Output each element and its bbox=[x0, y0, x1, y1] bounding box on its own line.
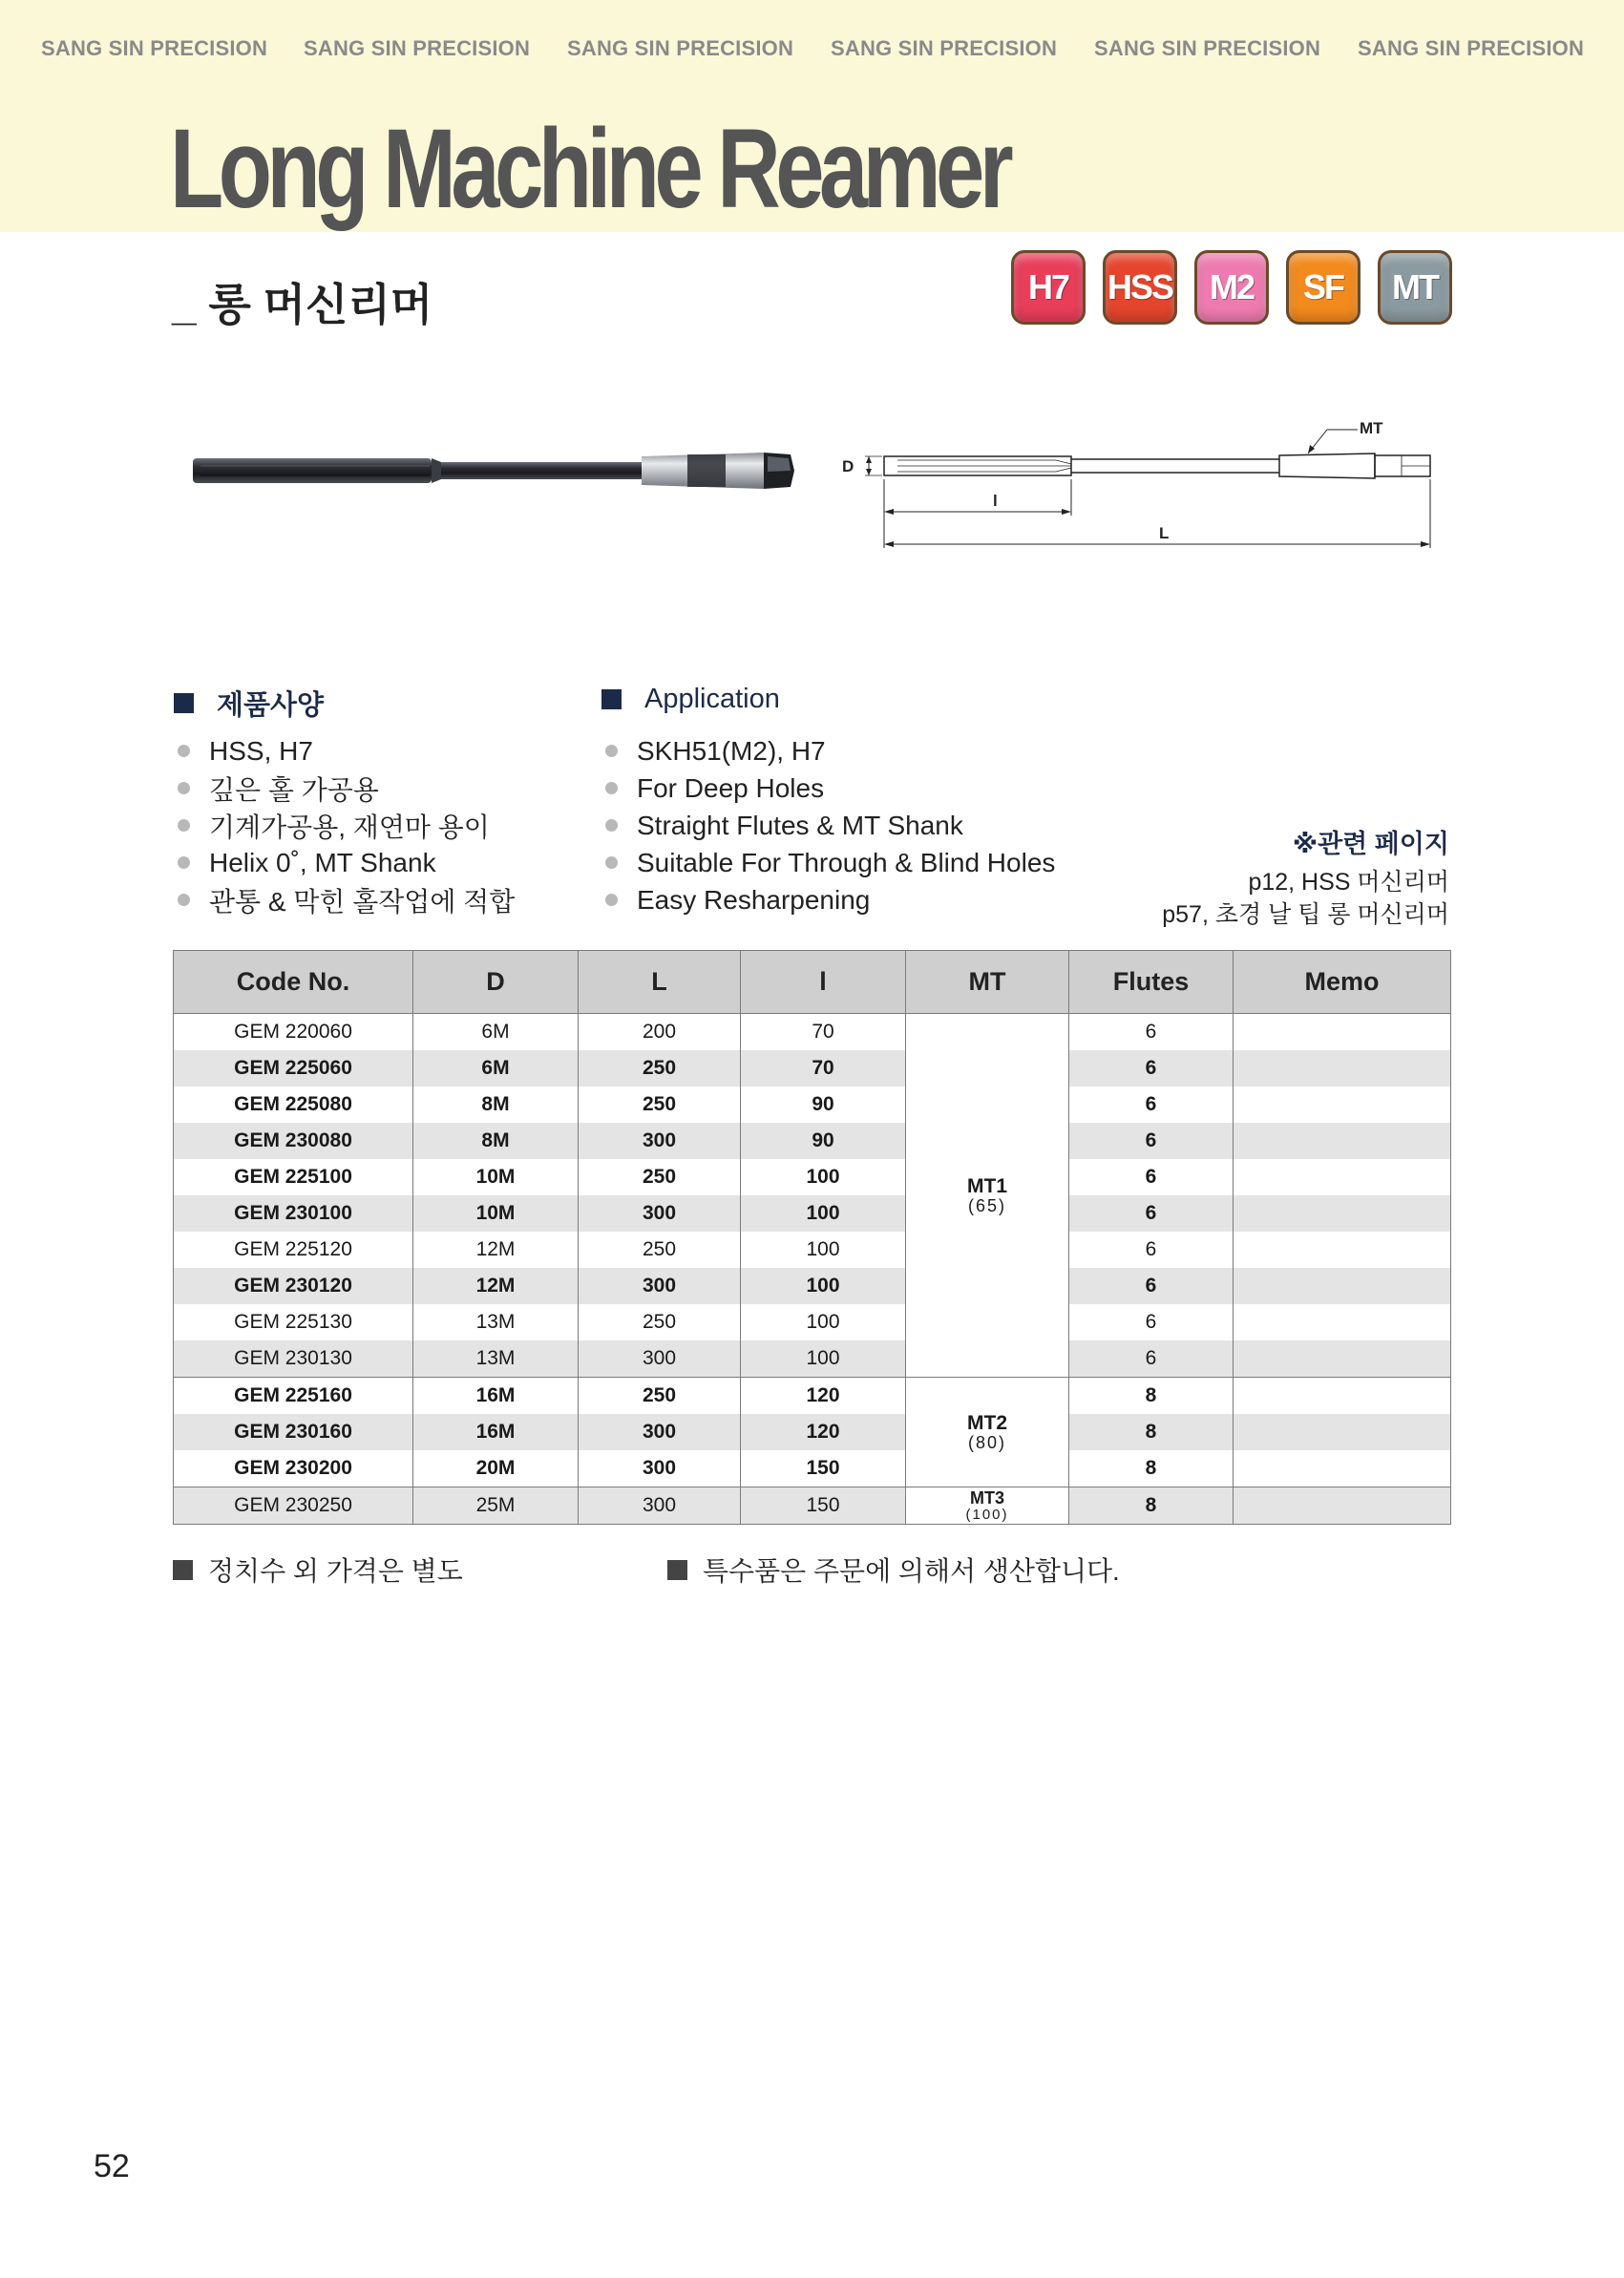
table-cell: 300 bbox=[579, 1450, 741, 1487]
table-cell bbox=[1234, 1014, 1451, 1051]
table-header-row bbox=[174, 951, 1451, 1014]
table-row bbox=[174, 1487, 1451, 1525]
bullet-square-icon bbox=[601, 689, 622, 709]
list-item: Easy Resharpening bbox=[601, 881, 1055, 918]
table-cell: 6 bbox=[1069, 1086, 1234, 1123]
bullet-dot-icon bbox=[605, 819, 618, 832]
badge-hss: HSS bbox=[1103, 250, 1177, 325]
table-cell: 100 bbox=[741, 1268, 906, 1304]
table-cell: 100 bbox=[741, 1159, 906, 1195]
table-cell: 250 bbox=[579, 1304, 741, 1340]
list-item: For Deep Holes bbox=[601, 770, 1055, 807]
table-cell: 6 bbox=[1069, 1304, 1234, 1340]
table-row bbox=[174, 1086, 1451, 1123]
table-cell: 16M bbox=[413, 1378, 579, 1415]
table-cell: 6 bbox=[1069, 1340, 1234, 1378]
badge-m2: M2 bbox=[1194, 250, 1269, 325]
brand-strip bbox=[0, 36, 1624, 65]
bullet-dot-icon bbox=[605, 782, 618, 794]
page-title: Long Machine Reamer bbox=[170, 106, 1009, 232]
col-flutes: Flutes bbox=[1069, 951, 1234, 1014]
table-cell bbox=[1234, 1159, 1451, 1195]
col-L: L bbox=[579, 951, 741, 1014]
table-cell: 8 bbox=[1069, 1450, 1234, 1487]
table-cell: 6M bbox=[413, 1014, 579, 1051]
bullet-dot-icon bbox=[178, 894, 190, 906]
col-code: Code No. bbox=[174, 951, 413, 1014]
table-cell: GEM 225160 bbox=[174, 1378, 413, 1415]
table-cell: GEM 230200 bbox=[174, 1450, 413, 1487]
brand-text: SANG SIN PRECISION bbox=[1358, 36, 1585, 60]
related-heading: ※관련 페이지 bbox=[1292, 830, 1449, 858]
bullet-square-icon bbox=[174, 693, 194, 713]
page-subtitle: _ 롱 머신리머 bbox=[172, 280, 433, 329]
table-cell: 20M bbox=[413, 1450, 579, 1487]
table-row bbox=[174, 1195, 1451, 1232]
label-d: D bbox=[842, 457, 854, 475]
table-cell: 250 bbox=[579, 1050, 741, 1086]
application-list bbox=[601, 732, 1055, 918]
table-cell: 8 bbox=[1069, 1378, 1234, 1415]
bullet-dot-icon bbox=[178, 856, 190, 869]
table-cell: GEM 225080 bbox=[174, 1086, 413, 1123]
page-number: 52 bbox=[94, 2148, 130, 2184]
table-cell: 100 bbox=[741, 1304, 906, 1340]
list-item: 관통 & 막힌 홀작업에 적합 bbox=[174, 881, 515, 918]
table-cell: 200 bbox=[579, 1014, 741, 1051]
col-d: D bbox=[413, 951, 579, 1014]
table-cell: 8 bbox=[1069, 1414, 1234, 1450]
table-cell: GEM 225060 bbox=[174, 1050, 413, 1086]
note-special: 특수품은 주문에 의해서 생산합니다. bbox=[667, 1550, 1120, 1589]
table-cell: 120 bbox=[741, 1414, 906, 1450]
table-cell: 100 bbox=[741, 1340, 906, 1378]
table-cell bbox=[1234, 1123, 1451, 1159]
table-cell: 13M bbox=[413, 1340, 579, 1378]
table-row bbox=[174, 1123, 1451, 1159]
table-cell: GEM 225130 bbox=[174, 1304, 413, 1340]
reamer-drawing bbox=[831, 411, 1442, 563]
table-cell: 70 bbox=[741, 1014, 906, 1051]
bullet-square-icon bbox=[173, 1560, 193, 1580]
table-row bbox=[174, 1014, 1451, 1051]
table-cell bbox=[1234, 1195, 1451, 1232]
table-cell: 300 bbox=[579, 1487, 741, 1525]
specs-list bbox=[174, 732, 515, 918]
label-l-small: l bbox=[993, 492, 998, 510]
bullet-dot-icon bbox=[178, 782, 190, 794]
table-cell: 8 bbox=[1069, 1487, 1234, 1525]
table-cell: 6M bbox=[413, 1050, 579, 1086]
table-cell: 6 bbox=[1069, 1268, 1234, 1304]
table-cell: 250 bbox=[579, 1232, 741, 1268]
mt-group-3: MT3 (100) bbox=[906, 1487, 1069, 1525]
label-mt: MT bbox=[1360, 419, 1383, 437]
table-cell: 12M bbox=[413, 1268, 579, 1304]
table-cell: 6 bbox=[1069, 1014, 1234, 1051]
table-cell: 6 bbox=[1069, 1159, 1234, 1195]
table-cell: 120 bbox=[741, 1378, 906, 1415]
list-item: Helix 0˚, MT Shank bbox=[174, 844, 515, 881]
table-cell: 300 bbox=[579, 1123, 741, 1159]
spec-table bbox=[173, 950, 1451, 1525]
table-cell: 250 bbox=[579, 1378, 741, 1415]
table-row bbox=[174, 1414, 1451, 1450]
table-cell: GEM 230080 bbox=[174, 1123, 413, 1159]
specs-heading: 제품사양 bbox=[174, 684, 324, 723]
application-heading: Application bbox=[601, 684, 780, 715]
table-cell bbox=[1234, 1450, 1451, 1487]
col-mt: MT bbox=[906, 951, 1069, 1014]
col-memo: Memo bbox=[1234, 951, 1451, 1014]
brand-text: SANG SIN PRECISION bbox=[41, 36, 268, 60]
table-cell: 90 bbox=[741, 1086, 906, 1123]
table-cell: 10M bbox=[413, 1195, 579, 1232]
table-cell: 300 bbox=[579, 1414, 741, 1450]
list-item: HSS, H7 bbox=[174, 732, 515, 770]
list-item: 기계가공용, 재연마 용이 bbox=[174, 807, 515, 844]
table-cell bbox=[1234, 1050, 1451, 1086]
list-item: Straight Flutes & MT Shank bbox=[601, 807, 1055, 844]
table-cell: GEM 230120 bbox=[174, 1268, 413, 1304]
bullet-dot-icon bbox=[605, 856, 618, 869]
bullet-dot-icon bbox=[605, 745, 618, 757]
brand-text: SANG SIN PRECISION bbox=[567, 36, 794, 60]
table-cell: 6 bbox=[1069, 1195, 1234, 1232]
table-cell: GEM 230100 bbox=[174, 1195, 413, 1232]
table-cell bbox=[1234, 1487, 1451, 1525]
mt-group-1: MT1 (65) bbox=[906, 1014, 1069, 1378]
col-l: l bbox=[741, 951, 906, 1014]
material-badges bbox=[1011, 250, 1452, 327]
table-cell: 150 bbox=[741, 1450, 906, 1487]
table-cell: 150 bbox=[741, 1487, 906, 1525]
table-cell bbox=[1234, 1268, 1451, 1304]
table-row bbox=[174, 1268, 1451, 1304]
table-cell: 250 bbox=[579, 1159, 741, 1195]
table-cell bbox=[1234, 1086, 1451, 1123]
brand-text: SANG SIN PRECISION bbox=[831, 36, 1058, 60]
table-row bbox=[174, 1340, 1451, 1378]
table-cell: GEM 220060 bbox=[174, 1014, 413, 1051]
table-cell bbox=[1234, 1304, 1451, 1340]
table-cell bbox=[1234, 1340, 1451, 1378]
list-item: 깊은 홀 가공용 bbox=[174, 770, 515, 807]
table-row bbox=[174, 1378, 1451, 1415]
related-link: p12, HSS 머신리머 bbox=[1248, 869, 1449, 896]
table-cell: 300 bbox=[579, 1268, 741, 1304]
table-cell: 300 bbox=[579, 1195, 741, 1232]
table-cell: GEM 230250 bbox=[174, 1487, 413, 1525]
table-cell: 90 bbox=[741, 1123, 906, 1159]
table-cell: GEM 230160 bbox=[174, 1414, 413, 1450]
related-pages bbox=[1162, 823, 1449, 931]
brand-text: SANG SIN PRECISION bbox=[1094, 36, 1321, 60]
table-cell: 10M bbox=[413, 1159, 579, 1195]
bullet-dot-icon bbox=[178, 819, 190, 832]
mt-group-2: MT2 (80) bbox=[906, 1378, 1069, 1487]
table-cell: GEM 230130 bbox=[174, 1340, 413, 1378]
table-cell: 70 bbox=[741, 1050, 906, 1086]
bullet-square-icon bbox=[667, 1560, 687, 1580]
badge-sf: SF bbox=[1286, 250, 1360, 325]
table-cell: 6 bbox=[1069, 1050, 1234, 1086]
badge-mt: MT bbox=[1378, 250, 1452, 325]
table-cell: 16M bbox=[413, 1414, 579, 1450]
table-row bbox=[174, 1232, 1451, 1268]
table-cell: 250 bbox=[579, 1086, 741, 1123]
table-cell: 25M bbox=[413, 1487, 579, 1525]
table-cell: 8M bbox=[413, 1086, 579, 1123]
list-item: Suitable For Through & Blind Holes bbox=[601, 844, 1055, 881]
table-cell: 6 bbox=[1069, 1232, 1234, 1268]
table-cell bbox=[1234, 1414, 1451, 1450]
table-cell bbox=[1234, 1378, 1451, 1415]
table-row bbox=[174, 1450, 1451, 1487]
label-l-big: L bbox=[1159, 524, 1170, 542]
table-cell: 100 bbox=[741, 1195, 906, 1232]
table-cell: 13M bbox=[413, 1304, 579, 1340]
table-cell: 300 bbox=[579, 1340, 741, 1378]
table-cell: 12M bbox=[413, 1232, 579, 1268]
list-item: SKH51(M2), H7 bbox=[601, 732, 1055, 770]
table-cell: GEM 225100 bbox=[174, 1159, 413, 1195]
table-cell: 100 bbox=[741, 1232, 906, 1268]
table-cell: 8M bbox=[413, 1123, 579, 1159]
note-price: 정치수 외 가격은 별도 bbox=[173, 1550, 463, 1589]
badge-h7: H7 bbox=[1011, 250, 1086, 325]
table-row bbox=[174, 1050, 1451, 1086]
related-link: p57, 초경 날 팁 롱 머신리머 bbox=[1162, 901, 1449, 928]
bullet-dot-icon bbox=[605, 894, 618, 906]
table-row bbox=[174, 1159, 1451, 1195]
table-row bbox=[174, 1304, 1451, 1340]
reamer-photo bbox=[191, 447, 802, 495]
table-cell: 6 bbox=[1069, 1123, 1234, 1159]
table-cell: GEM 225120 bbox=[174, 1232, 413, 1268]
bullet-dot-icon bbox=[178, 745, 190, 757]
brand-text: SANG SIN PRECISION bbox=[304, 36, 531, 60]
table-cell bbox=[1234, 1232, 1451, 1268]
